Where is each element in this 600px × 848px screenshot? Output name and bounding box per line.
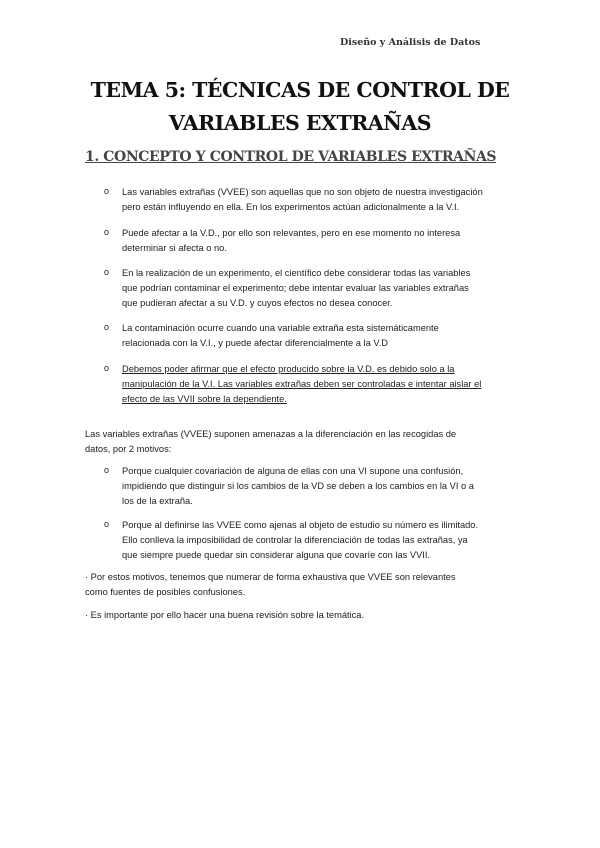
text-line: · Es importante por ello hacer una buena revisión sobre la temática. — [85, 610, 365, 620]
text-line: Porque cualquier covariación de alguna de ellas con una VI supone una confusión, — [122, 466, 464, 476]
bullet-item — [122, 266, 470, 310]
title-line: TEMA 5: TÉCNICAS DE CONTROL DE — [90, 78, 510, 102]
bullet-marker: o — [104, 519, 110, 529]
page-title — [0, 74, 600, 140]
bullet-item — [122, 321, 439, 351]
title-line: VARIABLES EXTRAÑAS — [168, 111, 432, 135]
note — [85, 570, 456, 600]
bullet-marker: o — [104, 322, 110, 332]
text-line: Ello conlleva la imposibilidad de controlar la diferenciación de todas las extrañas, ya — [122, 534, 468, 545]
text-line: datos, por 2 motivos: — [85, 443, 172, 454]
text-line: Las variables extrañas (VVEE) suponen amenazas a la diferenciación en las recogidas de — [85, 429, 457, 439]
text-line: · Por estos motivos, tenemos que numerar de forma exhaustiva que VVEE son relevantes — [85, 572, 456, 582]
text-line: que siempre puede quedar sin considerar alguna que covaríe con las VVII. — [122, 549, 431, 560]
motive-item — [122, 464, 474, 508]
bullet-marker: o — [104, 465, 110, 475]
note — [85, 608, 364, 623]
text-line: La contaminación ocurre cuando una variable extraña esta sistemáticamente — [122, 323, 439, 333]
running-header: Diseño y Análisis de Datos — [340, 37, 481, 48]
bullet-item — [122, 226, 460, 256]
bullet-marker: o — [104, 363, 110, 373]
text-line: pero están influyendo en ella. En los experimentos actúan adicionalmente a la V.I. — [122, 201, 460, 212]
section-heading: 1. CONCEPTO Y CONTROL DE VARIABLES EXTRAÑAS — [85, 149, 497, 165]
motive-item — [122, 518, 478, 562]
text-line: manipulación de la V.I. Las variables extrañas deben ser controladas e intentar aislar el — [122, 378, 482, 389]
text-line: efecto de las VVII sobre la dependiente. — [122, 393, 287, 404]
bullet-marker: o — [104, 186, 110, 196]
text-line: como fuentes de posibles confusiones. — [85, 586, 246, 597]
bullet-item — [122, 362, 481, 406]
paragraph — [85, 427, 456, 457]
bullet-marker: o — [104, 267, 110, 277]
text-line: Puede afectar a la V.D., por ello son relevantes, pero en ese momento no interesa — [122, 228, 461, 238]
bullet-item — [122, 185, 483, 215]
text-line: Las variables extrañas (VVEE) son aquellas que no son objeto de nuestra investigación — [122, 187, 483, 197]
bullet-marker: o — [104, 227, 110, 237]
text-line: Debemos poder afirmar que el efecto producido sobre la V.D. es debido solo a la — [122, 364, 455, 374]
text-line: que podrían contaminar el experimento; debe intentar evaluar las variables extrañas — [122, 282, 469, 293]
text-line: que pudieran afectar a su V.D. y cuyos efectos no desea conocer. — [122, 297, 393, 308]
text-line: relacionada con la V.I., y puede afectar diferencialmente a la V.D — [122, 337, 388, 348]
text-line: Porque al definirse las VVEE como ajenas al objeto de estudio su número es ilimitado. — [122, 520, 479, 530]
text-line: determinar si afecta o no. — [122, 242, 227, 253]
text-line: impidiendo que distinguir si los cambios de la VD se deben a los cambios en la VI o a — [122, 480, 474, 491]
text-line: En la realización de un experimento, el científico debe considerar todas las variables — [122, 268, 471, 278]
text-line: los de la extraña. — [122, 495, 193, 506]
